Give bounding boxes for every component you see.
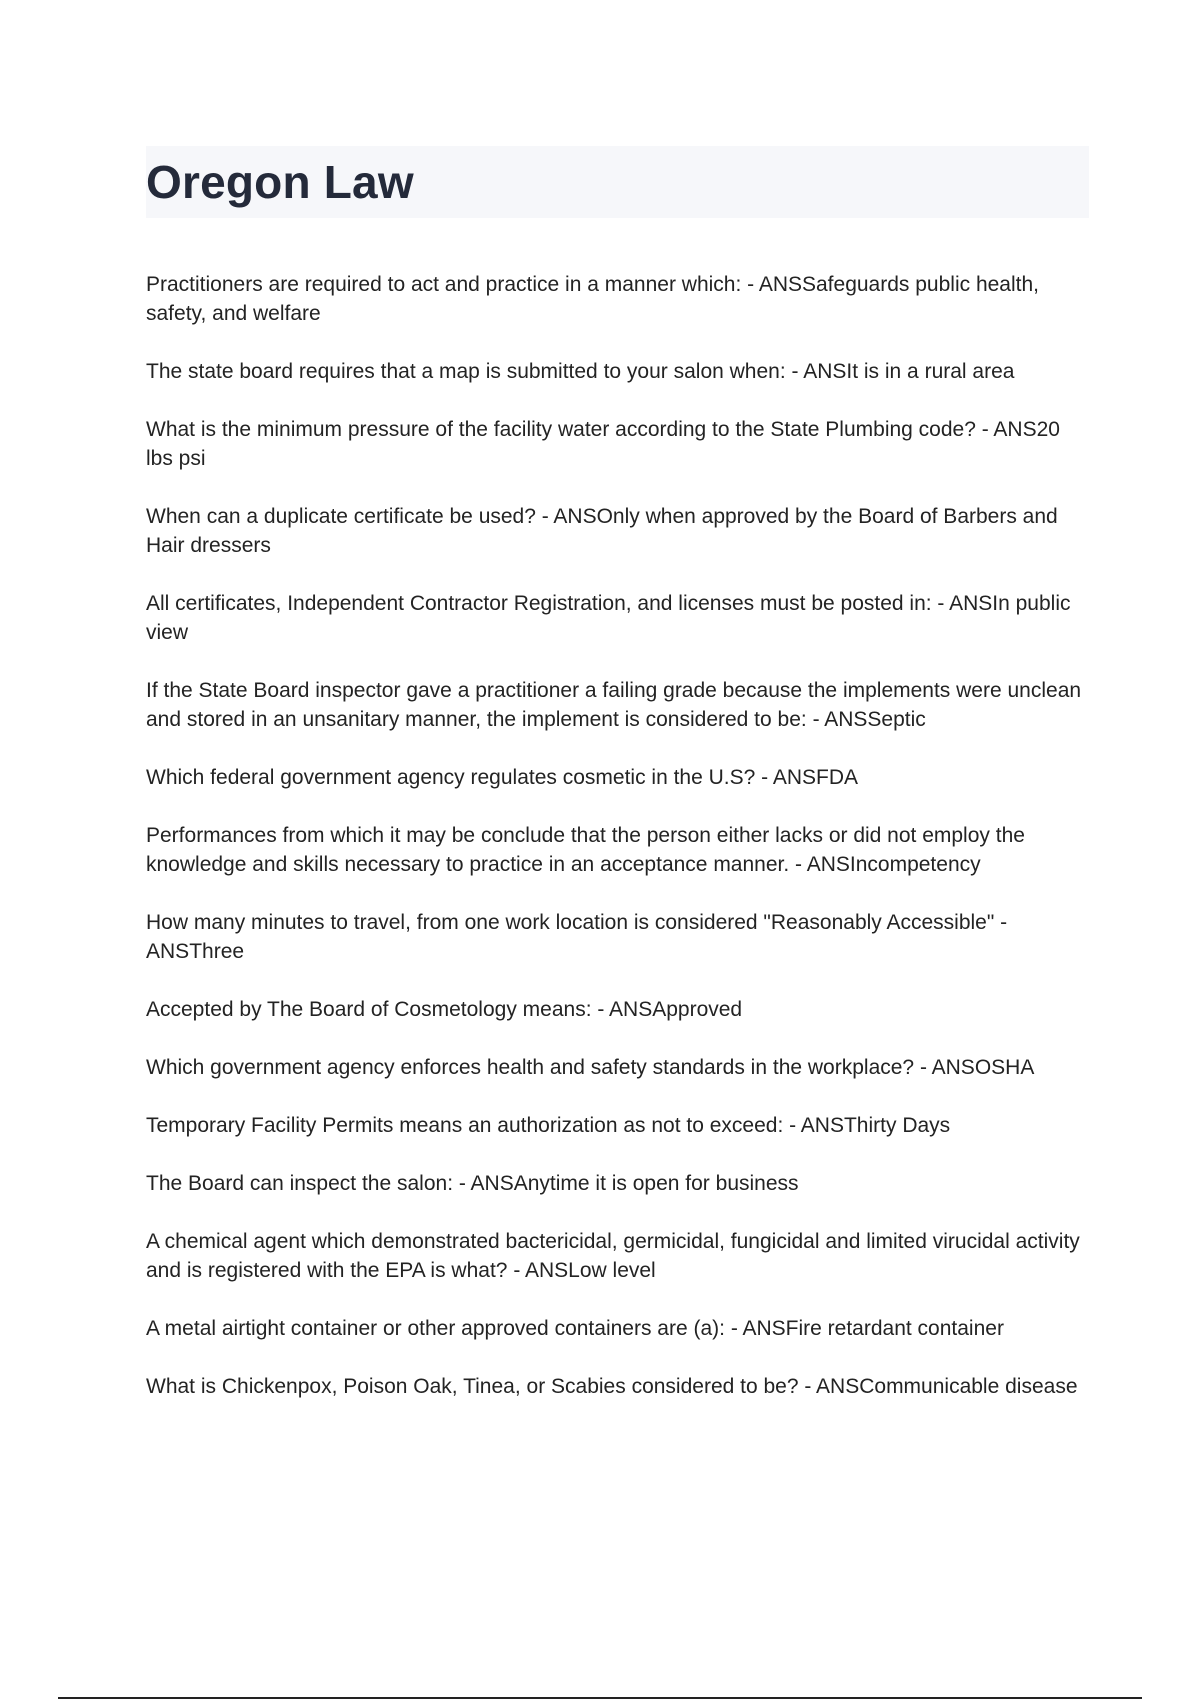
answer-text: Incompetency bbox=[849, 853, 981, 876]
qa-item bbox=[146, 270, 1091, 328]
qa-item bbox=[146, 908, 1091, 966]
answer-separator: - ANS bbox=[931, 592, 993, 615]
answer-separator: - ANS bbox=[724, 1317, 786, 1340]
answer-separator: - ANS bbox=[914, 1056, 975, 1079]
answer-text: Septic bbox=[867, 708, 926, 731]
answer-text: Three bbox=[189, 940, 245, 963]
question-text: The Board can inspect the salon: bbox=[146, 1172, 454, 1195]
answer-text: Approved bbox=[652, 998, 743, 1021]
question-text: Which government agency enforces health and safety standards in the workplace? bbox=[146, 1056, 915, 1079]
answer-text: Only when approved by the Board of Barbers and Hair dressers bbox=[146, 505, 1058, 557]
answer-separator: - ANS bbox=[453, 1172, 514, 1195]
qa-item bbox=[146, 502, 1091, 560]
qa-item bbox=[146, 676, 1091, 734]
answer-separator: - ANS bbox=[591, 998, 653, 1021]
answer-text: Safeguards public health, safety, and welfare bbox=[146, 273, 1039, 325]
question-text: Accepted by The Board of Cosmetology means: bbox=[146, 998, 592, 1021]
answer-text: FDA bbox=[816, 766, 858, 789]
qa-list bbox=[146, 270, 1091, 1430]
question-text: A metal airtight container or other approved containers are (a): bbox=[146, 1317, 725, 1340]
qa-item bbox=[146, 1227, 1091, 1285]
answer-separator: - ANS bbox=[535, 505, 597, 528]
answer-separator: - ANS bbox=[146, 911, 1008, 963]
answer-separator: - ANS bbox=[789, 853, 850, 876]
title-band bbox=[146, 146, 1089, 218]
question-text: What is the minimum pressure of the facility water according to the State Plumbing code? bbox=[146, 418, 976, 441]
question-text: A chemical agent which demonstrated bactericidal, germicidal, fungicidal and limited virucidal activity and is registered with the EPA is what? bbox=[146, 1230, 1080, 1282]
answer-text: Low level bbox=[568, 1259, 656, 1282]
answer-separator: - ANS bbox=[806, 708, 868, 731]
answer-text: 20 lbs psi bbox=[146, 418, 1060, 470]
question-text: When can a duplicate certificate be used? bbox=[146, 505, 536, 528]
footer-divider bbox=[58, 1697, 1142, 1699]
page-title: Oregon Law bbox=[146, 156, 414, 208]
question-text: All certificates, Independent Contractor Registration, and licenses must be posted in: bbox=[146, 592, 932, 615]
answer-text: In public view bbox=[146, 592, 1071, 644]
qa-item bbox=[146, 1169, 1091, 1198]
qa-item bbox=[146, 821, 1091, 879]
qa-item bbox=[146, 1372, 1091, 1401]
answer-separator: - ANS bbox=[783, 1114, 844, 1137]
answer-text: OSHA bbox=[974, 1056, 1035, 1079]
question-text: What is Chickenpox, Poison Oak, Tinea, or Scabies considered to be? bbox=[146, 1375, 799, 1398]
question-text: Which federal government agency regulates cosmetic in the U.S? bbox=[146, 766, 756, 789]
answer-separator: - ANS bbox=[741, 273, 802, 296]
question-text: The state board requires that a map is submitted to your salon when: bbox=[146, 360, 786, 383]
answer-separator: - ANS bbox=[507, 1259, 569, 1282]
qa-item bbox=[146, 1053, 1091, 1082]
answer-text: Communicable disease bbox=[859, 1375, 1078, 1398]
answer-text: Anytime it is open for business bbox=[513, 1172, 799, 1195]
answer-separator: - ANS bbox=[975, 418, 1037, 441]
qa-item bbox=[146, 415, 1091, 473]
qa-item bbox=[146, 357, 1091, 386]
answer-text: Fire retardant container bbox=[785, 1317, 1004, 1340]
qa-item bbox=[146, 1111, 1091, 1140]
qa-item bbox=[146, 1314, 1091, 1343]
question-text: If the State Board inspector gave a practitioner a failing grade because the implements were unclean and stored in an unsanitary manner, the implement is considered to be: bbox=[146, 679, 1082, 731]
answer-separator: - ANS bbox=[785, 360, 847, 383]
answer-separator: - ANS bbox=[755, 766, 816, 789]
qa-item bbox=[146, 763, 1091, 792]
answer-text: Thirty Days bbox=[843, 1114, 951, 1137]
qa-item bbox=[146, 995, 1091, 1024]
question-text: Practitioners are required to act and practice in a manner which: bbox=[146, 273, 742, 296]
question-text: Temporary Facility Permits means an authorization as not to exceed: bbox=[146, 1114, 784, 1137]
question-text: Performances from which it may be conclude that the person either lacks or did not employ the knowledge and skills necessary to practice in an acceptance manner. bbox=[146, 824, 1025, 876]
question-text: How many minutes to travel, from one work location is considered "Reasonably Accessible" bbox=[146, 911, 995, 934]
answer-separator: - ANS bbox=[798, 1375, 860, 1398]
answer-text: It is in a rural area bbox=[846, 360, 1015, 383]
qa-item bbox=[146, 589, 1091, 647]
